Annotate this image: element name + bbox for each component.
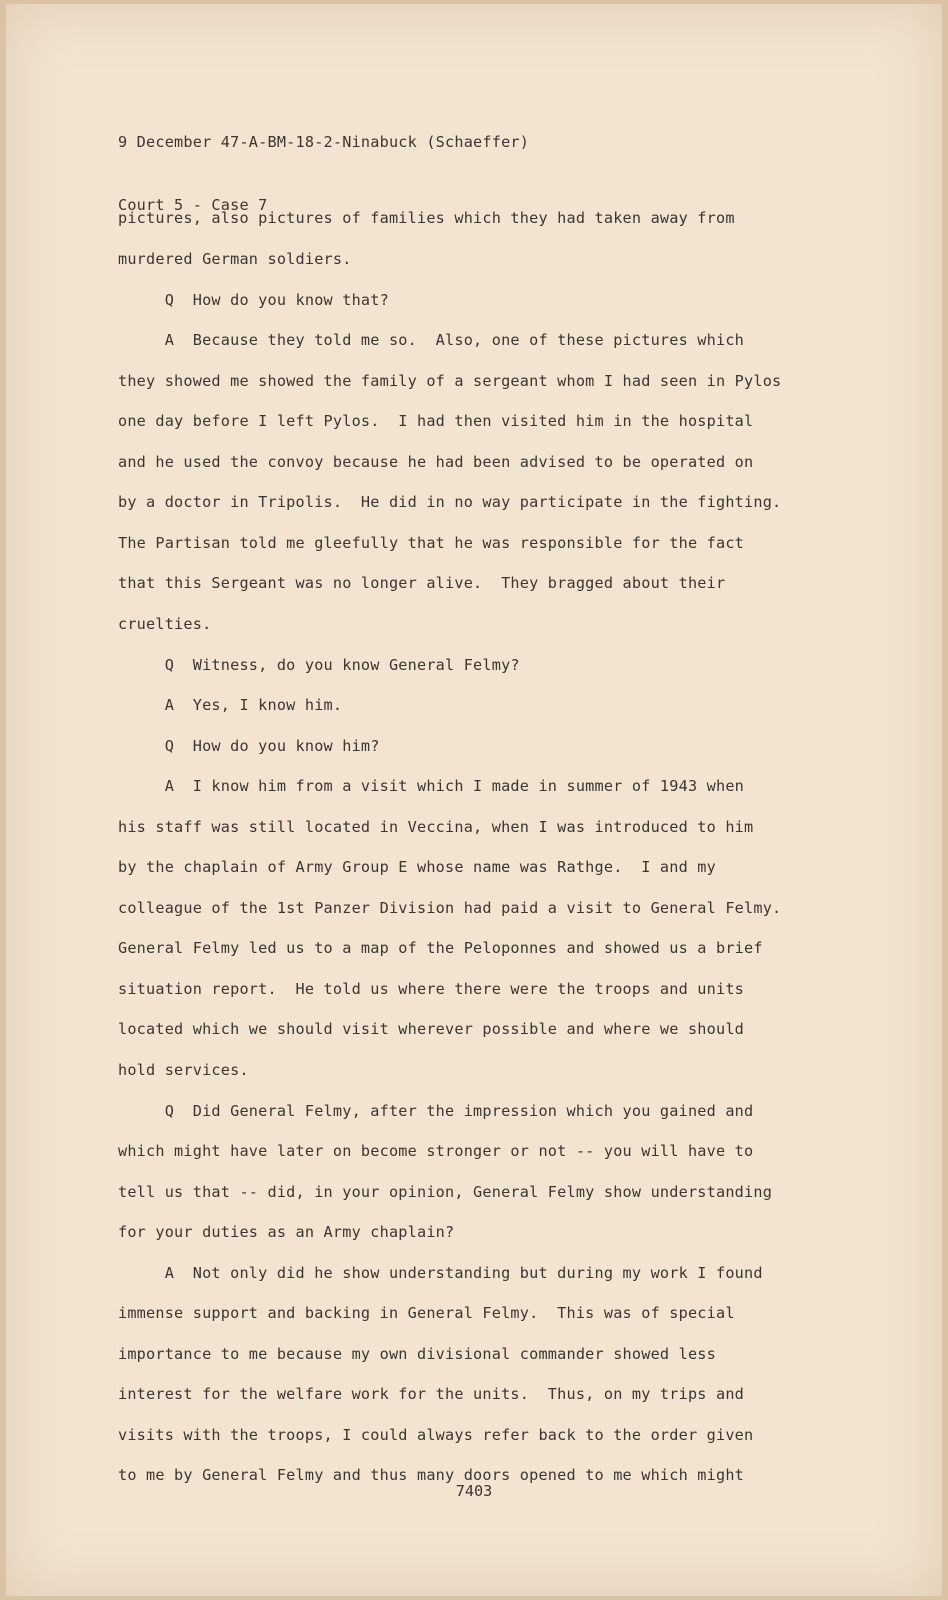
text-line: his staff was still located in Veccina, when I was introduced to him bbox=[118, 818, 754, 836]
text-line: importance to me because my own divisional commander showed less bbox=[118, 1345, 716, 1363]
text-line: which might have later on become stronger or not -- you will have to bbox=[118, 1142, 754, 1160]
text-line: they showed me showed the family of a sergeant whom I had seen in Pylos bbox=[118, 372, 782, 390]
text-line: A Not only did he show understanding but during my work I found bbox=[118, 1264, 763, 1282]
text-line: colleague of the 1st Panzer Division had paid a visit to General Felmy. bbox=[118, 899, 782, 917]
text-line: Q How do you know him? bbox=[118, 737, 380, 755]
text-line: The Partisan told me gleefully that he was responsible for the fact bbox=[118, 534, 745, 552]
text-line: hold services. bbox=[118, 1061, 249, 1079]
text-line: by the chaplain of Army Group E whose name was Rathge. I and my bbox=[118, 858, 716, 876]
text-line: pictures, also pictures of families which they had taken away from bbox=[118, 209, 735, 227]
document-header bbox=[118, 90, 529, 258]
text-line: by a doctor in Tripolis. He did in no way participate in the fighting. bbox=[118, 493, 782, 511]
text-line: cruelties. bbox=[118, 615, 212, 633]
document-page bbox=[6, 4, 942, 1596]
text-line: A I know him from a visit which I made in summer of 1943 when bbox=[118, 777, 745, 795]
page-number: 7403 bbox=[455, 1482, 493, 1500]
text-line: for your duties as an Army chaplain? bbox=[118, 1223, 455, 1241]
text-line: situation report. He told us where there were the troops and units bbox=[118, 980, 745, 998]
text-line: that this Sergeant was no longer alive. They bragged about their bbox=[118, 574, 726, 592]
text-line: General Felmy led us to a map of the Peloponnes and showed us a brief bbox=[118, 939, 763, 957]
transcript-body bbox=[118, 208, 782, 1484]
text-line: immense support and backing in General Felmy. This was of special bbox=[118, 1304, 735, 1322]
header-line-court-case: Court 5 - Case 7 bbox=[118, 196, 268, 214]
text-line: to me by General Felmy and thus many doors opened to me which might bbox=[118, 1466, 745, 1484]
text-line: located which we should visit wherever possible and where we should bbox=[118, 1020, 745, 1038]
text-line: visits with the troops, I could always refer back to the order given bbox=[118, 1426, 754, 1444]
text-line: murdered German soldiers. bbox=[118, 250, 352, 268]
text-line: A Because they told me so. Also, one of these pictures which bbox=[118, 331, 745, 349]
text-line: and he used the convoy because he had been advised to be operated on bbox=[118, 453, 754, 471]
text-line: one day before I left Pylos. I had then visited him in the hospital bbox=[118, 412, 754, 430]
text-line: interest for the welfare work for the units. Thus, on my trips and bbox=[118, 1385, 745, 1403]
header-line-date-code: 9 December 47-A-BM-18-2-Ninabuck (Schaeffer) bbox=[118, 133, 530, 151]
text-line: Q Did General Felmy, after the impression which you gained and bbox=[118, 1102, 754, 1120]
text-line: tell us that -- did, in your opinion, General Felmy show understanding bbox=[118, 1183, 773, 1201]
text-line: Q How do you know that? bbox=[118, 291, 389, 309]
text-line: A Yes, I know him. bbox=[118, 696, 343, 714]
text-line: Q Witness, do you know General Felmy? bbox=[118, 656, 520, 674]
